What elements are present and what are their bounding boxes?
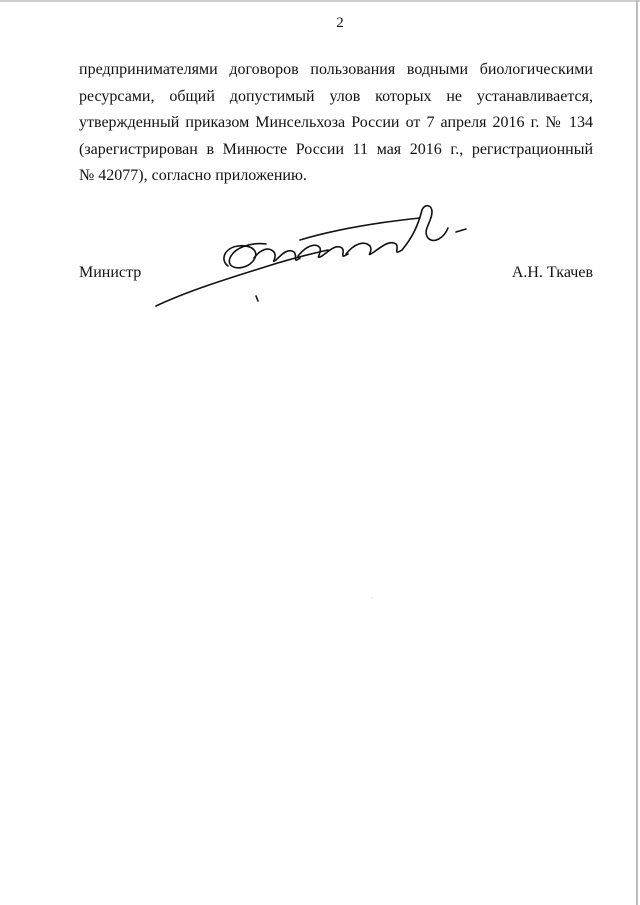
paragraph-line: ресурсами, общий допустимый улов которых не устанавливается, (79, 87, 593, 105)
paragraph-line: предпринимателями договоров пользования водными биологическими (79, 61, 593, 78)
signer-title: Министр (79, 264, 142, 281)
page-top-edge (0, 0, 640, 2)
paragraph-line: утвержденный приказом Минсельхоза России от 7 апреля 2016 г. № 134 (79, 114, 593, 131)
paragraph-line: № 42077), согласно приложению. (79, 167, 307, 184)
scan-speck (372, 597, 373, 598)
body-paragraph (79, 57, 593, 190)
page-right-edge (636, 0, 638, 905)
handwritten-signature (150, 198, 480, 318)
signature-row (79, 264, 593, 288)
signer-name: А.Н. Ткачев (511, 264, 593, 281)
paragraph-line: (зарегистрирован в Минюсте России 11 мая 2016 г., регистрационный (79, 140, 593, 158)
page-number: 2 (336, 15, 344, 31)
